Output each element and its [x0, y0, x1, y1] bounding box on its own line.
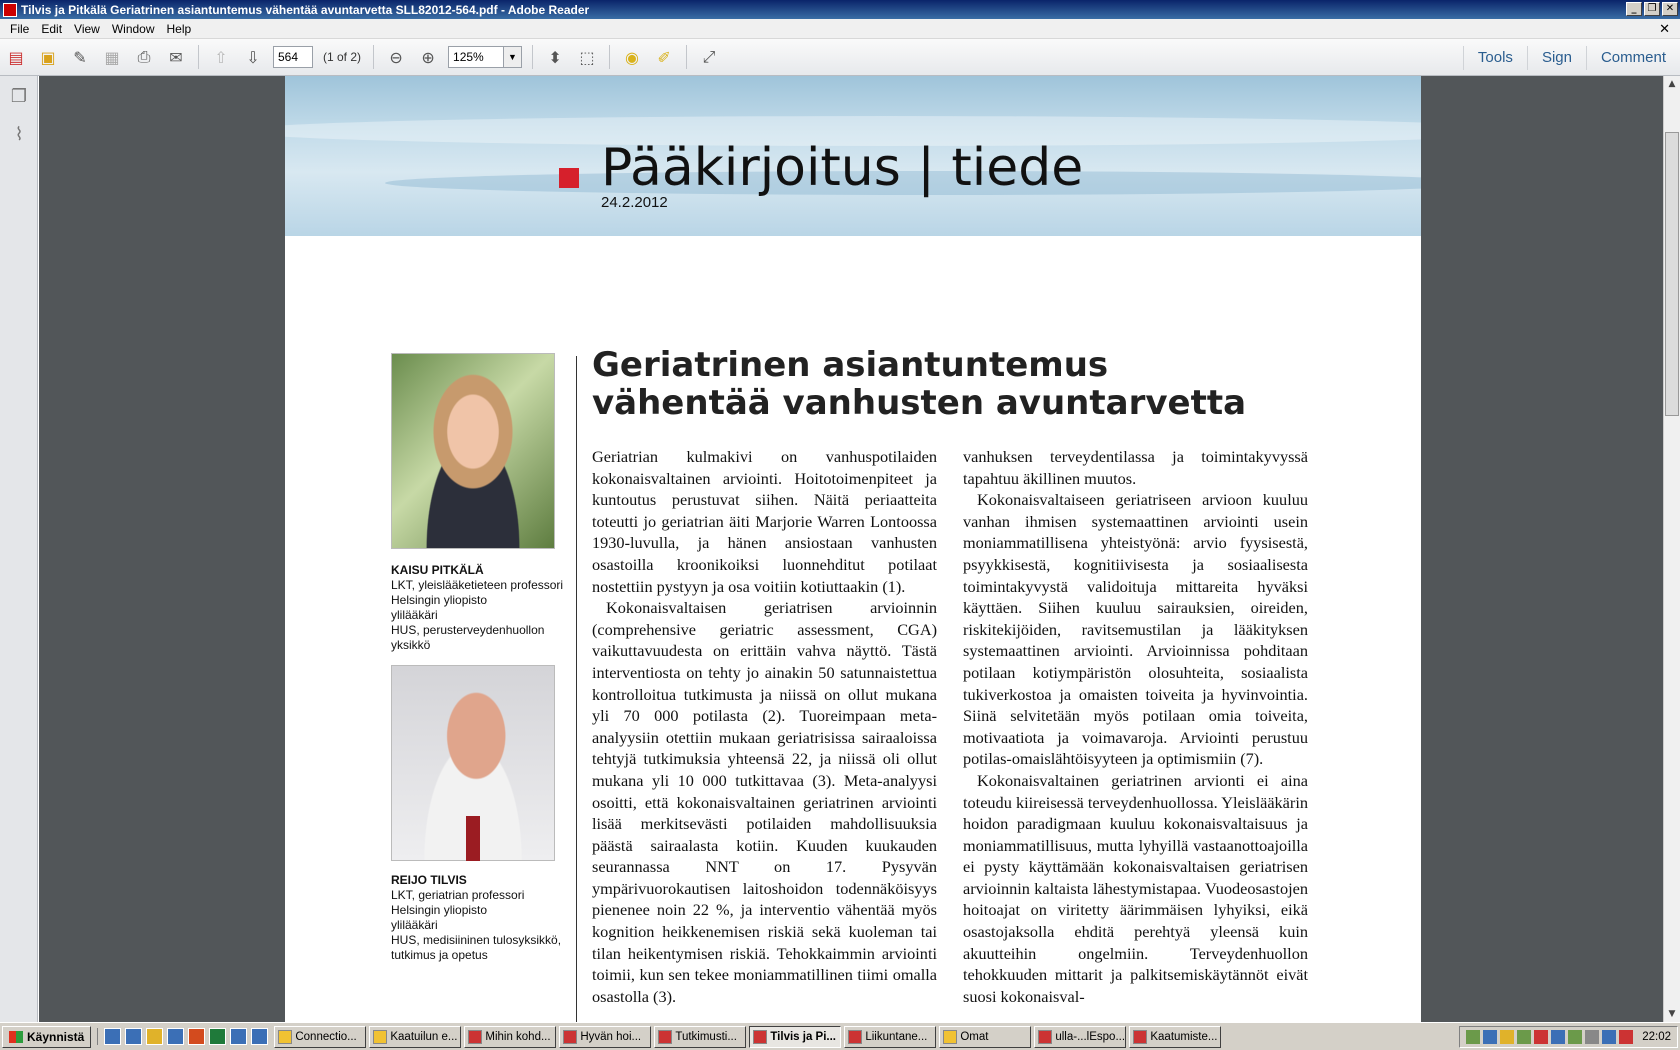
scrollbar-thumb[interactable]	[1665, 132, 1679, 416]
pdf-icon	[848, 1030, 862, 1044]
taskbar-item[interactable]	[559, 1026, 651, 1048]
page-banner	[285, 76, 1421, 236]
pdf-icon	[753, 1030, 767, 1044]
menu-help[interactable]: Help	[166, 21, 192, 36]
quicklaunch-icon[interactable]	[167, 1028, 184, 1045]
save-icon[interactable]: ▦	[104, 47, 120, 67]
taskbar-item-label: Mihin kohd...	[485, 1030, 551, 1043]
edit-icon[interactable]: ✎	[73, 47, 87, 67]
menu-file[interactable]: File	[10, 21, 30, 36]
sticky-note-icon[interactable]: ◉	[625, 47, 639, 67]
previous-page-icon[interactable]: ⇧	[214, 47, 228, 67]
taskbar-item-label: Tutkimusti...	[675, 1030, 737, 1043]
toolbar-separator	[198, 45, 199, 69]
tools-button[interactable]: Tools	[1463, 46, 1527, 70]
author-name: REIJO TILVIS	[391, 873, 467, 887]
paragraph: Geriatrian kulmakivi on vanhuspotilaiden kokonaisvaltainen arviointi. Hoitotoimenpiteet ja kuntoutus perustuvat siihen. Näitä periaatteita toteutti jo geriatrian äiti Marjorie Warren Lontoossa 1930-luvulla, ja hänen ansiostaan vanhusten osastoilla kroonikoiksi luonnehditut potilaat nostettiin pystyyn ja osa voitiin kotiuttaakin (1).	[592, 447, 937, 596]
menu-view[interactable]: View	[74, 21, 100, 36]
pdf-icon	[563, 1030, 577, 1044]
toolbar-separator	[373, 45, 374, 69]
article-title: Geriatrinen asiantuntemus vähentää vanhusten avuntarvetta	[592, 345, 1247, 423]
window-controls	[1626, 2, 1678, 16]
taskbar-item-label: Tilvis ja Pi...	[770, 1030, 836, 1043]
page-count: (1 of 2)	[323, 50, 362, 64]
task-panes	[1463, 39, 1680, 76]
scroll-up-icon[interactable]: ▲	[1668, 79, 1676, 89]
open-icon[interactable]: ▣	[40, 47, 56, 67]
author-name: KAISU PITKÄLÄ	[391, 563, 484, 577]
expand-icon[interactable]: ⤢	[702, 47, 716, 66]
close-button[interactable]: ✕	[1662, 2, 1678, 16]
quicklaunch-icon[interactable]	[104, 1028, 121, 1045]
menu-bar	[0, 19, 1680, 39]
author-byline	[391, 563, 571, 653]
highlight-icon[interactable]: ✐	[657, 47, 671, 67]
clock: 22:02	[1642, 1031, 1671, 1043]
taskbar-item[interactable]	[654, 1026, 746, 1048]
page-thumbnails-icon[interactable]: ❐	[10, 86, 28, 107]
scroll-down-icon[interactable]: ▼	[1668, 1009, 1676, 1019]
tray-icon[interactable]	[1619, 1030, 1633, 1044]
taskbar	[0, 1022, 1680, 1050]
taskbar-item-label: Hyvän hoi...	[580, 1030, 642, 1043]
quicklaunch-icon[interactable]	[125, 1028, 142, 1045]
zoom-in-icon[interactable]: ⊕	[421, 47, 435, 67]
taskbar-item-label: Connectio...	[295, 1030, 357, 1043]
author-photo-pitkala	[391, 353, 555, 549]
banner-date: 24.2.2012	[601, 194, 668, 211]
pdf-page	[285, 76, 1421, 1022]
pdf-icon	[1038, 1030, 1052, 1044]
adobe-reader-icon	[3, 3, 17, 17]
taskbar-item-active[interactable]	[749, 1026, 841, 1048]
menu-edit[interactable]: Edit	[41, 21, 63, 36]
toolbar	[0, 39, 1680, 76]
tray-icon[interactable]	[1517, 1030, 1531, 1044]
tray-icon[interactable]	[1534, 1030, 1548, 1044]
taskbar-item-label: Omat	[960, 1030, 989, 1043]
document-viewer[interactable]	[39, 76, 1663, 1022]
taskbar-item-label: ulla-...lEspo...	[1055, 1030, 1126, 1043]
taskbar-item-label: Liikuntane...	[865, 1030, 928, 1043]
taskbar-item[interactable]	[844, 1026, 936, 1048]
quicklaunch-icon[interactable]	[146, 1028, 163, 1045]
tray-icon[interactable]	[1500, 1030, 1514, 1044]
navigation-pane	[0, 76, 38, 1022]
pdf-icon	[1133, 1030, 1147, 1044]
tray-icon[interactable]	[1602, 1030, 1616, 1044]
app-icon	[278, 1030, 292, 1044]
banner-title: Pääkirjoitus | tiede	[601, 138, 1084, 198]
page-number-input[interactable]	[273, 46, 313, 68]
toolbar-separator	[609, 45, 610, 69]
taskbar-item[interactable]	[464, 1026, 556, 1048]
article-column-2	[963, 446, 1308, 1007]
window-titlebar	[0, 0, 1680, 19]
print-icon[interactable]: ⎙	[137, 47, 151, 66]
email-icon[interactable]: ✉	[169, 47, 183, 67]
column-divider	[576, 356, 577, 1022]
comment-button[interactable]: Comment	[1586, 46, 1680, 70]
chevron-down-icon[interactable]: ▼	[503, 47, 521, 67]
tray-icon[interactable]	[1551, 1030, 1565, 1044]
tray-icon[interactable]	[1568, 1030, 1582, 1044]
quicklaunch-icon[interactable]	[209, 1028, 226, 1045]
fit-width-icon[interactable]: ⬚	[579, 47, 595, 67]
article-column-1	[592, 446, 937, 1007]
zoom-out-icon[interactable]: ⊖	[389, 47, 403, 67]
sign-button[interactable]: Sign	[1527, 46, 1586, 70]
zoom-value: 125%	[453, 50, 484, 64]
vertical-scrollbar[interactable]	[1663, 76, 1680, 1022]
quicklaunch-icon[interactable]	[230, 1028, 247, 1045]
tray-icon[interactable]	[1585, 1030, 1599, 1044]
paragraph: Kokonaisvaltaisen geriatrisen arvioinnin (comprehensive geriatric assessment, CGA) vaikuttavuudesta on erittäin vahva näyttö. Tästä interventiosta on tehty jo ainakin 50 satunnaistettua kontrolloitua tutkimusta ja niissä on ollut mukana yli 70 000 potilasta (2). Tuoreimpaan meta-analyysiin otettiin mukaan geriatrisissa sairaaloissa tehtyjä tutkimuksia yhteensä 22, ja niissä oli ollut mukana yli 10 000 tutkittavaa (3). Meta-analyysi osoitti, että kokonaisvaltainen geriatrinen arviointi lisää merkitsevästi potilaiden mahdollisuuksia päästä sairaalasta kotiin. Kuuden kuukauden seurannassa NNT on 17. Pysyvän ympärivuorokautisen laitoshoidon todennäköisyys pienenee noin 22 %, ja interventio vähentää myös kognition heikkenemisen riskiä sekä kuoleman tai tilan heikentymisen riskiä. Tehokkaimmin arviointi toimii, kun sen tekee moniammatillinen tiimi omalla osastolla (3).	[592, 598, 937, 1006]
author-byline	[391, 873, 571, 963]
paragraph: Kokonaisvaltainen geriatrinen arvionti ei aina toteudu kiireisessä terveydenhuollossa. Yleislääkärin hoidon paradigmaan kuuluu kokonaisvaltaisuus ja moniammatillisuus, mutta lyhyillä vastaanottoajoilla ei pysty käyttämään kokonaisvaltaisen geriatrisen arvioinnin kaltaista lähestymistapaa. Vuodeosastojen hoitoajat on viritetty äärimmäisen lyhyiksi, eikä osastojaksolla ehditä perehtyä yleensä kuin akuutteihin ongelmiin. Terveydenhuollon tehokkuuden mittarit ja palkitsemiskäytännöt eivät suosi kokonaisval-	[963, 770, 1308, 1006]
author-line: Helsingin yliopisto	[391, 903, 488, 917]
quicklaunch-icon[interactable]	[188, 1028, 205, 1045]
minimize-button[interactable]: _	[1626, 2, 1642, 16]
taskbar-item-label: Kaatuilun e...	[390, 1030, 458, 1043]
taskbar-item[interactable]	[1034, 1026, 1126, 1048]
start-button[interactable]	[2, 1026, 91, 1048]
author-line: LKT, geriatrian professori	[391, 888, 525, 902]
author-line: Helsingin yliopisto	[391, 593, 488, 607]
toolbar-separator	[532, 45, 533, 69]
menu-window[interactable]: Window	[111, 21, 155, 36]
author-line: HUS, medisiininen tulosyksikkö, tutkimus ja opetus	[391, 933, 562, 962]
attachments-icon[interactable]: ⌇	[14, 124, 24, 145]
paragraph: vanhuksen terveydentilassa ja toimintakyvyssä tapahtuu äkillinen muutos.	[963, 447, 1308, 488]
tie-shape	[466, 816, 480, 861]
next-page-icon[interactable]: ⇩	[246, 47, 260, 67]
zoom-select[interactable]	[448, 46, 522, 68]
tray-icon[interactable]	[1466, 1030, 1480, 1044]
fit-page-icon[interactable]: ⬍	[548, 47, 562, 67]
quicklaunch-icon[interactable]	[251, 1028, 268, 1045]
document-close-icon[interactable]: ✕	[1659, 21, 1670, 36]
pdf-icon	[468, 1030, 482, 1044]
author-line: LKT, yleislääketieteen professori	[391, 578, 564, 592]
window-title: Tilvis ja Pitkälä Geriatrinen asiantuntemus vähentää avuntarvetta SLL82012-564.pdf - Adobe Reader	[21, 2, 590, 17]
author-line: ylilääkäri	[391, 918, 438, 932]
quick-launch	[97, 1028, 268, 1045]
system-tray	[1459, 1026, 1678, 1048]
pdf-icon	[658, 1030, 672, 1044]
start-label: Käynnistä	[27, 1029, 85, 1044]
taskbar-item[interactable]	[369, 1026, 461, 1048]
taskbar-item[interactable]	[939, 1026, 1031, 1048]
author-photo-tilvis	[391, 665, 555, 861]
tray-icon[interactable]	[1483, 1030, 1497, 1044]
folder-icon	[943, 1030, 957, 1044]
windows-logo-icon	[9, 1031, 23, 1043]
paragraph: Kokonaisvaltaiseen geriatriseen arvioon kuuluu vanhan ihmisen systemaattinen arviointi usein moniammatillisena yhteistyönä: arvio fyysisestä, psyykkisestä, kognitiivisesta ja sosiaalisesta toimintakyvystä validoituja mittareita hyväksi käyttäen. Siihen kuuluu sairauksien, oireiden, riskitekijöiden, ravitsemustilan ja lääkityksen systemaattinen arviointi. Arvioinnissa pohditaan potilaan kotiympäristön olosuhteita, sosiaalista tukiverkostoa ja omaisten toiveita ja hyvinvointia. Siinä selvitetään myös potilaan omia toiveita, motivaatiota ja voimavaroja. Arviointi perustuu potilas-omaislähtöisyyteen ja optimismiin (7).	[963, 490, 1308, 769]
author-line: HUS, perusterveydenhuollon yksikkö	[391, 623, 545, 652]
taskbar-item[interactable]	[1129, 1026, 1221, 1048]
create-pdf-icon[interactable]: ▤	[8, 47, 24, 67]
taskbar-item-label: Kaatumiste...	[1150, 1030, 1218, 1043]
red-square-marker	[559, 168, 579, 188]
restore-button[interactable]: ❐	[1644, 2, 1660, 16]
author-line: ylilääkäri	[391, 608, 438, 622]
toolbar-separator	[686, 45, 687, 69]
taskbar-item[interactable]	[274, 1026, 366, 1048]
folder-icon	[373, 1030, 387, 1044]
